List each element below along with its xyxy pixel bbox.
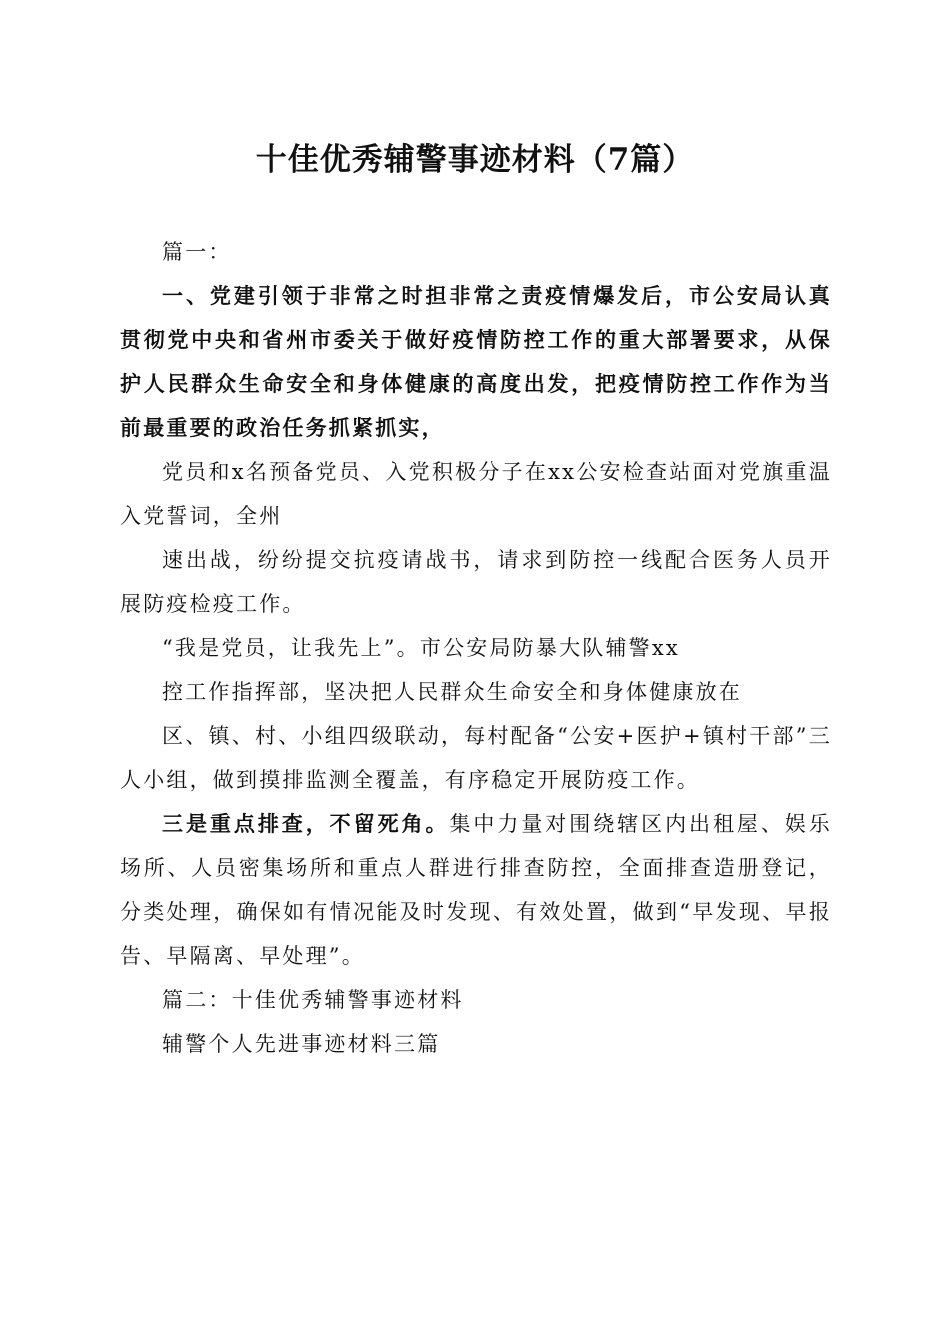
paragraph: 控工作指挥部，坚决把人民群众生命安全和身体健康放在 — [162, 680, 742, 704]
paragraph-lead: 三是重点排查，不留死角。 — [162, 812, 450, 836]
paragraph: 区、镇、村、小组四级联动，每村配备“公安+医护+镇村干部”三人小组，做到摸排监测全覆盖，有序稳定开展防疫工作。 — [120, 724, 832, 792]
paragraph — [120, 802, 832, 978]
document-body — [120, 230, 832, 1066]
section-label: 篇二：十佳优秀辅警事迹材料 — [162, 988, 464, 1012]
section-label: 篇一： — [162, 240, 232, 264]
paragraph: 速出战，纷纷提交抗疫请战书，请求到防控一线配合医务人员开展防疫检疫工作。 — [120, 548, 832, 616]
paragraph: “我是党员，让我先上”。市公安局防暴大队辅警xx — [162, 636, 680, 660]
document-title: 十佳优秀辅警事迹材料（7篇） — [255, 142, 695, 178]
paragraph-text: 集中力量对围绕辖区内出租屋、娱乐场所、人员密集场所和重点人群进行排查防控，全面排查造册登记，分类处理，确保如有情况能及时发现、有效处置，做到“早发现、早报告、早隔离、早处理”。 — [120, 812, 832, 968]
paragraph: 辅警个人先进事迹材料三篇 — [162, 1032, 441, 1056]
paragraph-heading: 一、党建引领于非常之时担非常之责疫情爆发后，市公安局认真贯彻党中央和省州市委关于做好疫情防控工作的重大部署要求，从保护人民群众生命安全和身体健康的高度出发，把疫情防控工作作为当前最重要的政治任务抓紧抓实， — [120, 284, 832, 440]
paragraph: 党员和x名预备党员、入党积极分子在xx公安检查站面对党旗重温入党誓词，全州 — [120, 460, 832, 528]
